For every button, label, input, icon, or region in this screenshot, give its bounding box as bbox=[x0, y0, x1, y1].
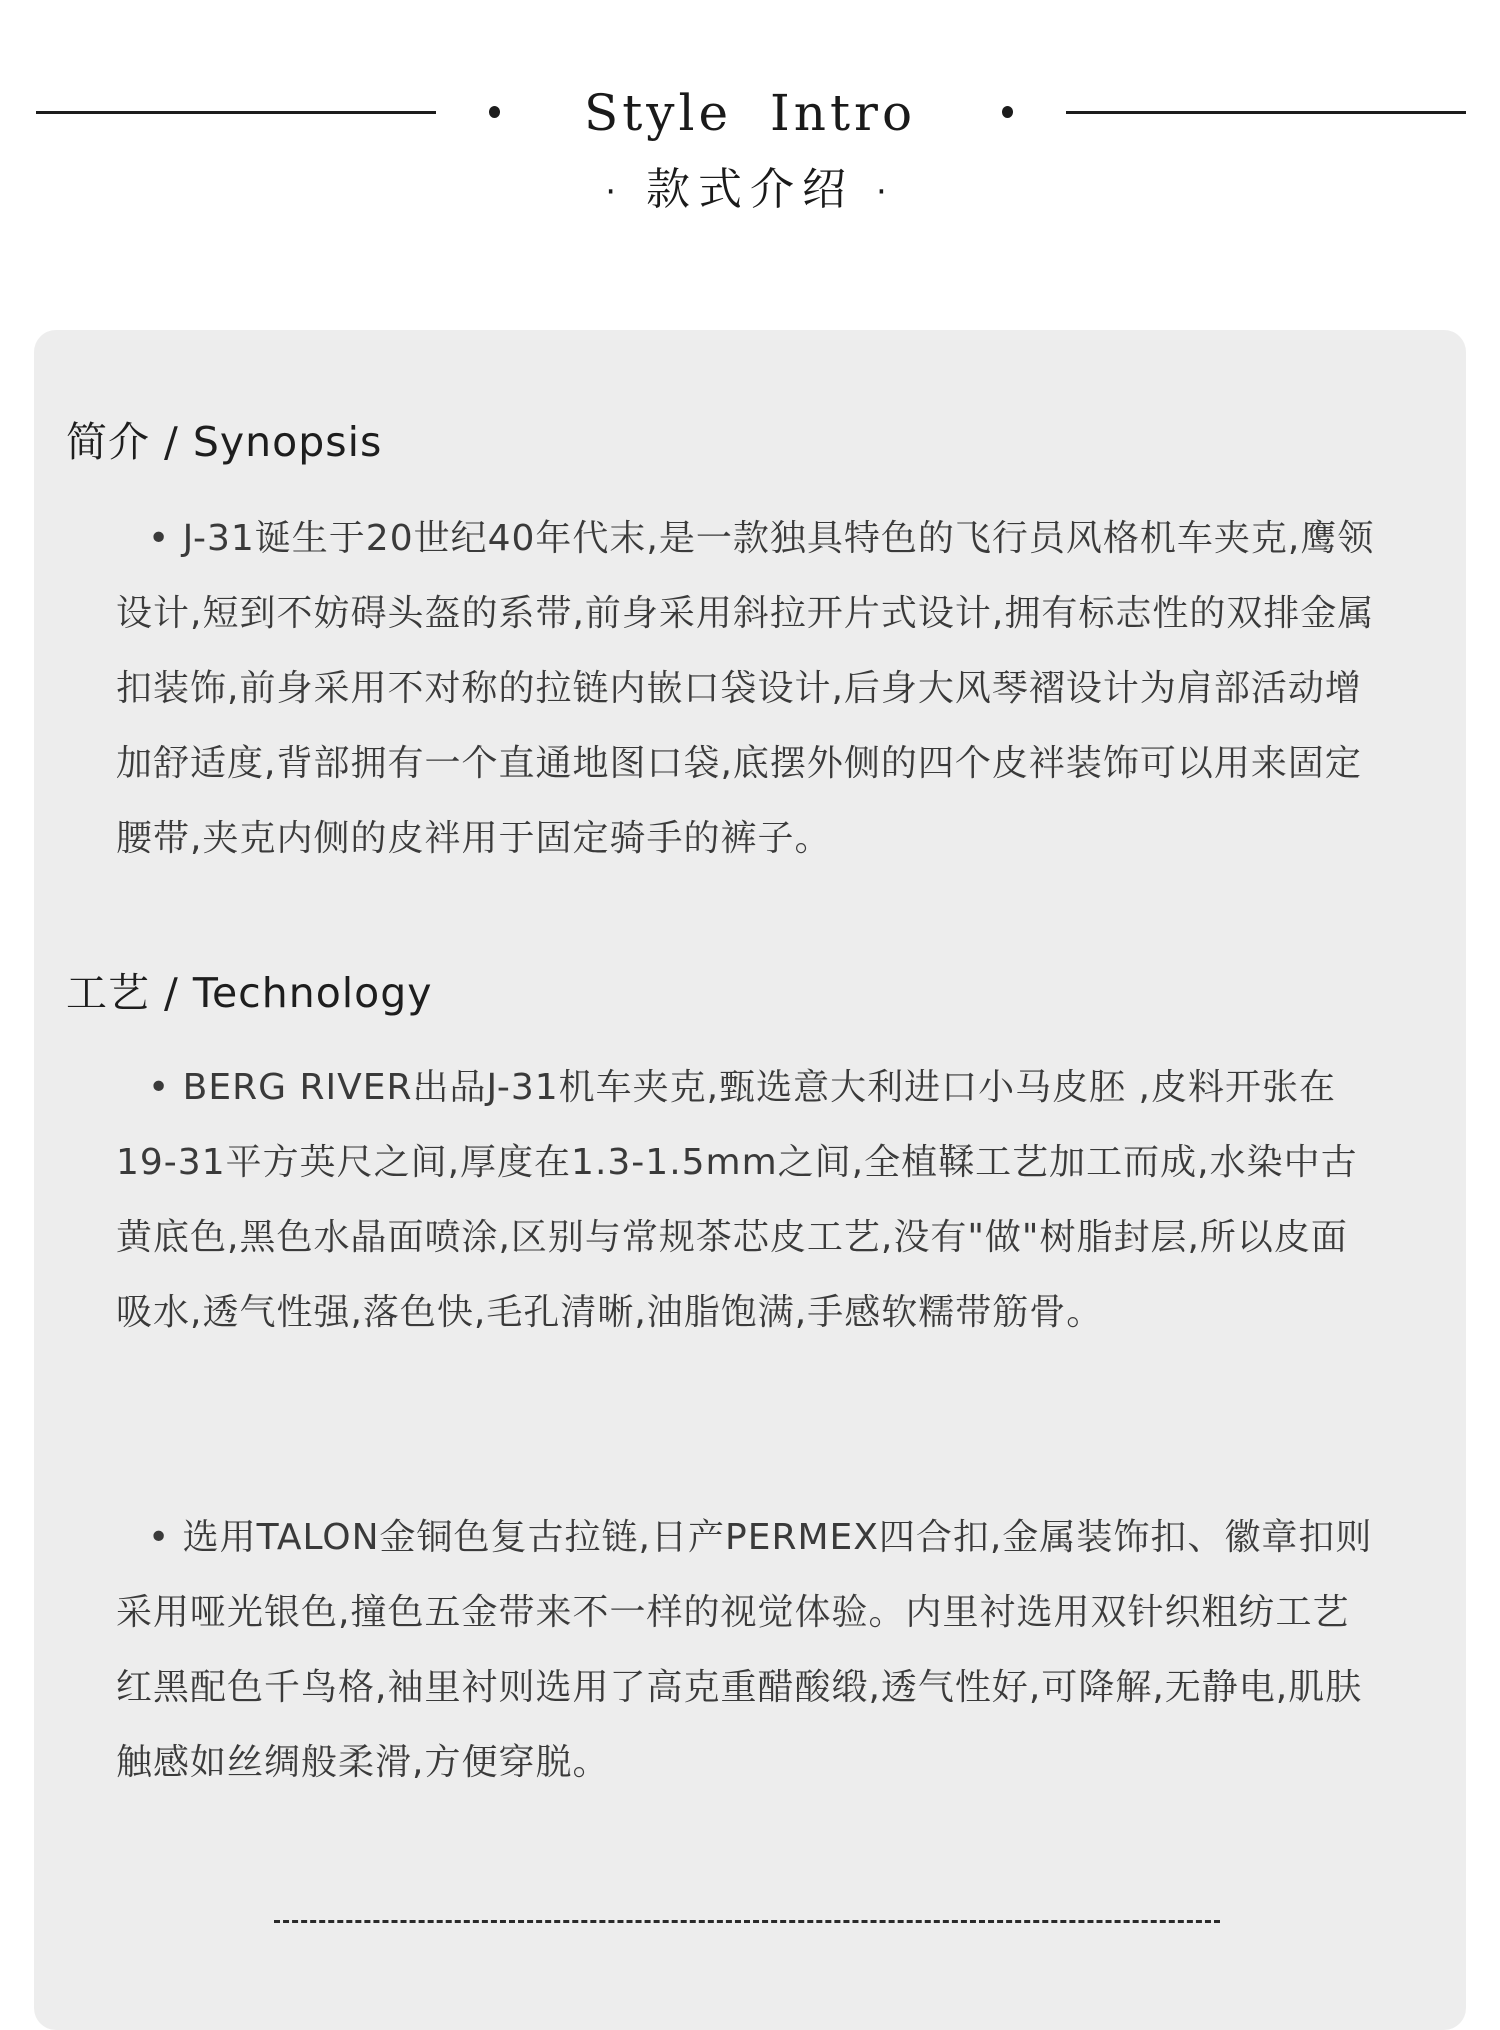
synopsis-heading: 简介 / Synopsis bbox=[66, 418, 383, 466]
technology-paragraph-2: • 选用TALON金铜色复古拉链,日产PERMEX四合扣,金属装饰扣、徽章扣则采用哑光银色,撞色五金带来不一样的视觉体验。内里衬选用双针织粗纺工艺红黑配色千鸟格,袖里衬则选用了高克重醋酸缎,透气性好,可降解,无静电,肌肤触感如丝绸般柔滑,方便穿脱。 bbox=[116, 1517, 1373, 1783]
section-title-cn bbox=[0, 160, 1500, 222]
header-dot-right bbox=[1002, 106, 1013, 118]
technology-heading: 工艺 / Technology bbox=[66, 969, 433, 1017]
header-rule-right bbox=[1066, 111, 1466, 114]
title-bullet-right: · bbox=[876, 172, 895, 212]
section-title-en: Style Intro bbox=[583, 84, 917, 142]
synopsis-paragraph: • J-31诞生于20世纪40年代末,是一款独具特色的飞行员风格机车夹克,鹰领设计,短到不妨碍头盔的系带,前身采用斜拉开片式设计,拥有标志性的双排金属扣装饰,前身采用不对称的拉链内嵌口袋设计,后身大风琴褶设计为肩部活动增加舒适度,背部拥有一个直通地图口袋,底摆外侧的四个皮袢装饰可以用来固定腰带,夹克内侧的皮袢用于固定骑手的裤子。 bbox=[116, 518, 1375, 859]
technology-paragraph-1: • BERG RIVER出品J-31机车夹克,甄选意大利进口小马皮胚 ,皮料开张在19-31平方英尺之间,厚度在1.3-1.5mm之间,全植鞣工艺加工而成,水染中古黄底色,黑色水晶面喷涂,区别与常规茶芯皮工艺,没有"做"树脂封层,所以皮面吸水,透气性强,落色快,毛孔清晰,油脂饱满,手感软糯带筋骨。 bbox=[116, 1067, 1358, 1333]
title-bullet-left: · bbox=[605, 172, 624, 212]
dashed-divider bbox=[274, 1920, 1220, 1923]
section-title-cn-text: 款式介绍 bbox=[646, 164, 854, 215]
